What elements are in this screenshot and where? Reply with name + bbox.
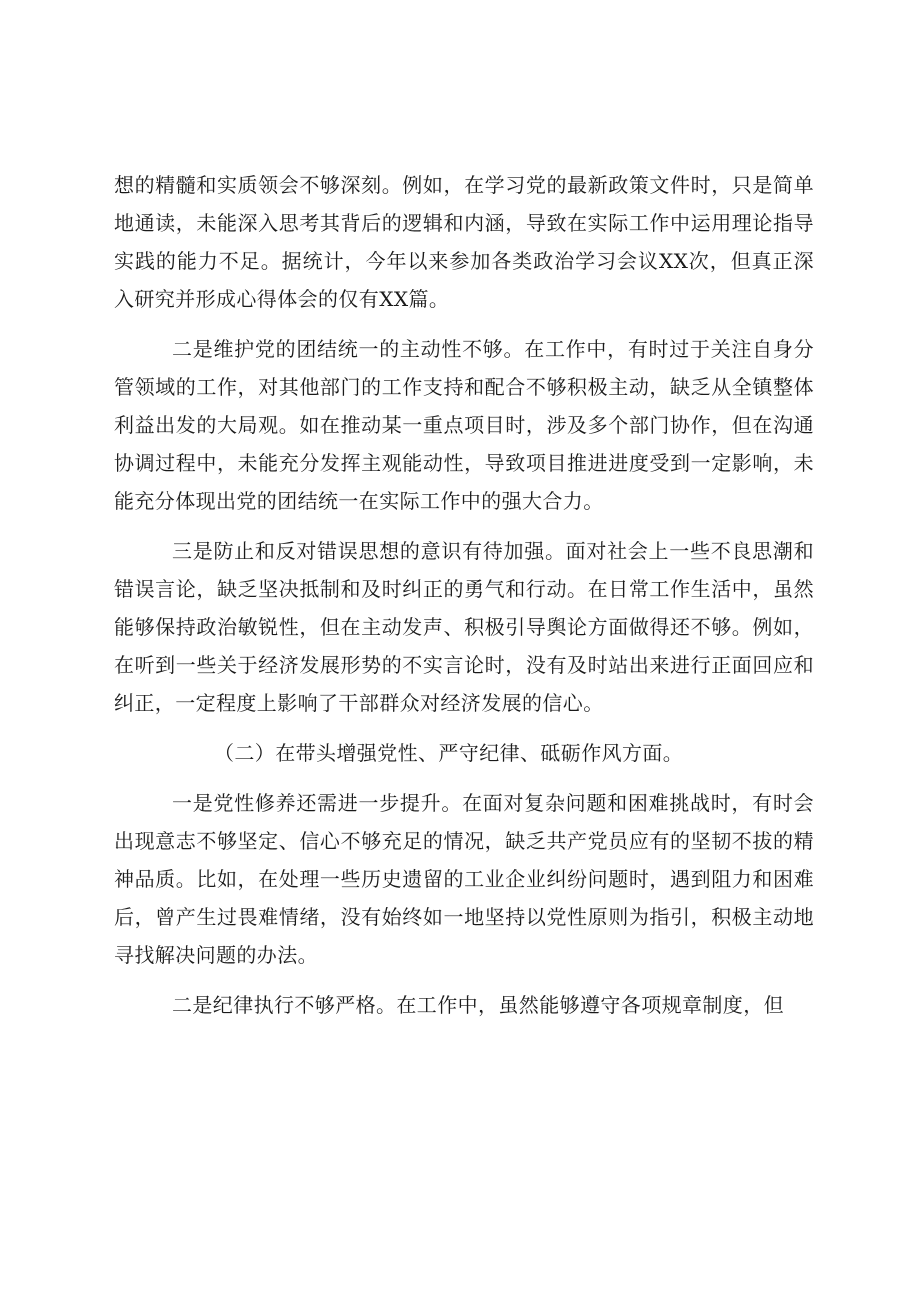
section-heading: （二）在带头增强党性、严守纪律、砥砺作风方面。 <box>214 741 684 765</box>
paragraph-party-spirit: 一是党性修养还需进一步提升。在面对复杂问题和困难挑战时，有时会出现意志不够坚定、信心不够充足的情况，缺乏共产党员应有的坚韧不拔的精神品质。比如，在处理一些历史遗留的工业企业纠纷问题时，遇到阻力和困难后，曾产生过畏难情绪，没有始终如一地坚持以党性原则为指引，积极主动地寻找解决问题的办法。 <box>114 791 814 967</box>
paragraph-wrong-thoughts: 三是防止和反对错误思想的意识有待加强。面对社会上一些不良思潮和错误言论，缺乏坚决抵制和及时纠正的勇气和行动。在日常工作生活中，虽然能够保持政治敏锐性，但在主动发声、积极引导舆论方面做得还不够。例如，在听到一些关于经济发展形势的不实言论时，没有及时站出来进行正面回应和纠正，一定程度上影响了干部群众对经济发展的信心。 <box>114 539 814 715</box>
paragraph-discipline: 二是纪律执行不够严格。在工作中，虽然能够遵守各项规章制度，但 <box>172 993 784 1017</box>
paragraph-party-unity: 二是维护党的团结统一的主动性不够。在工作中，有时过于关注自身分管领域的工作，对其他部门的工作支持和配合不够积极主动，缺乏从全镇整体利益出发的大局观。如在推动某一重点项目时，涉及多个部门协作，但在沟通协调过程中，未能充分发挥主观能动性，导致项目推进进度受到一定影响，未能充分体现出党的团结统一在实际工作中的强大合力。 <box>114 337 814 513</box>
document-body <box>114 166 814 1036</box>
paragraph-continuation: 想的精髓和实质领会不够深刻。例如，在学习党的最新政策文件时，只是简单地通读，未能深入思考其背后的逻辑和内涵，导致在实际工作中运用理论指导实践的能力不足。据统计，今年以来参加各类政治学习会议XX次，但真正深入研究并形成心得体会的仅有XX篇。 <box>114 173 814 311</box>
